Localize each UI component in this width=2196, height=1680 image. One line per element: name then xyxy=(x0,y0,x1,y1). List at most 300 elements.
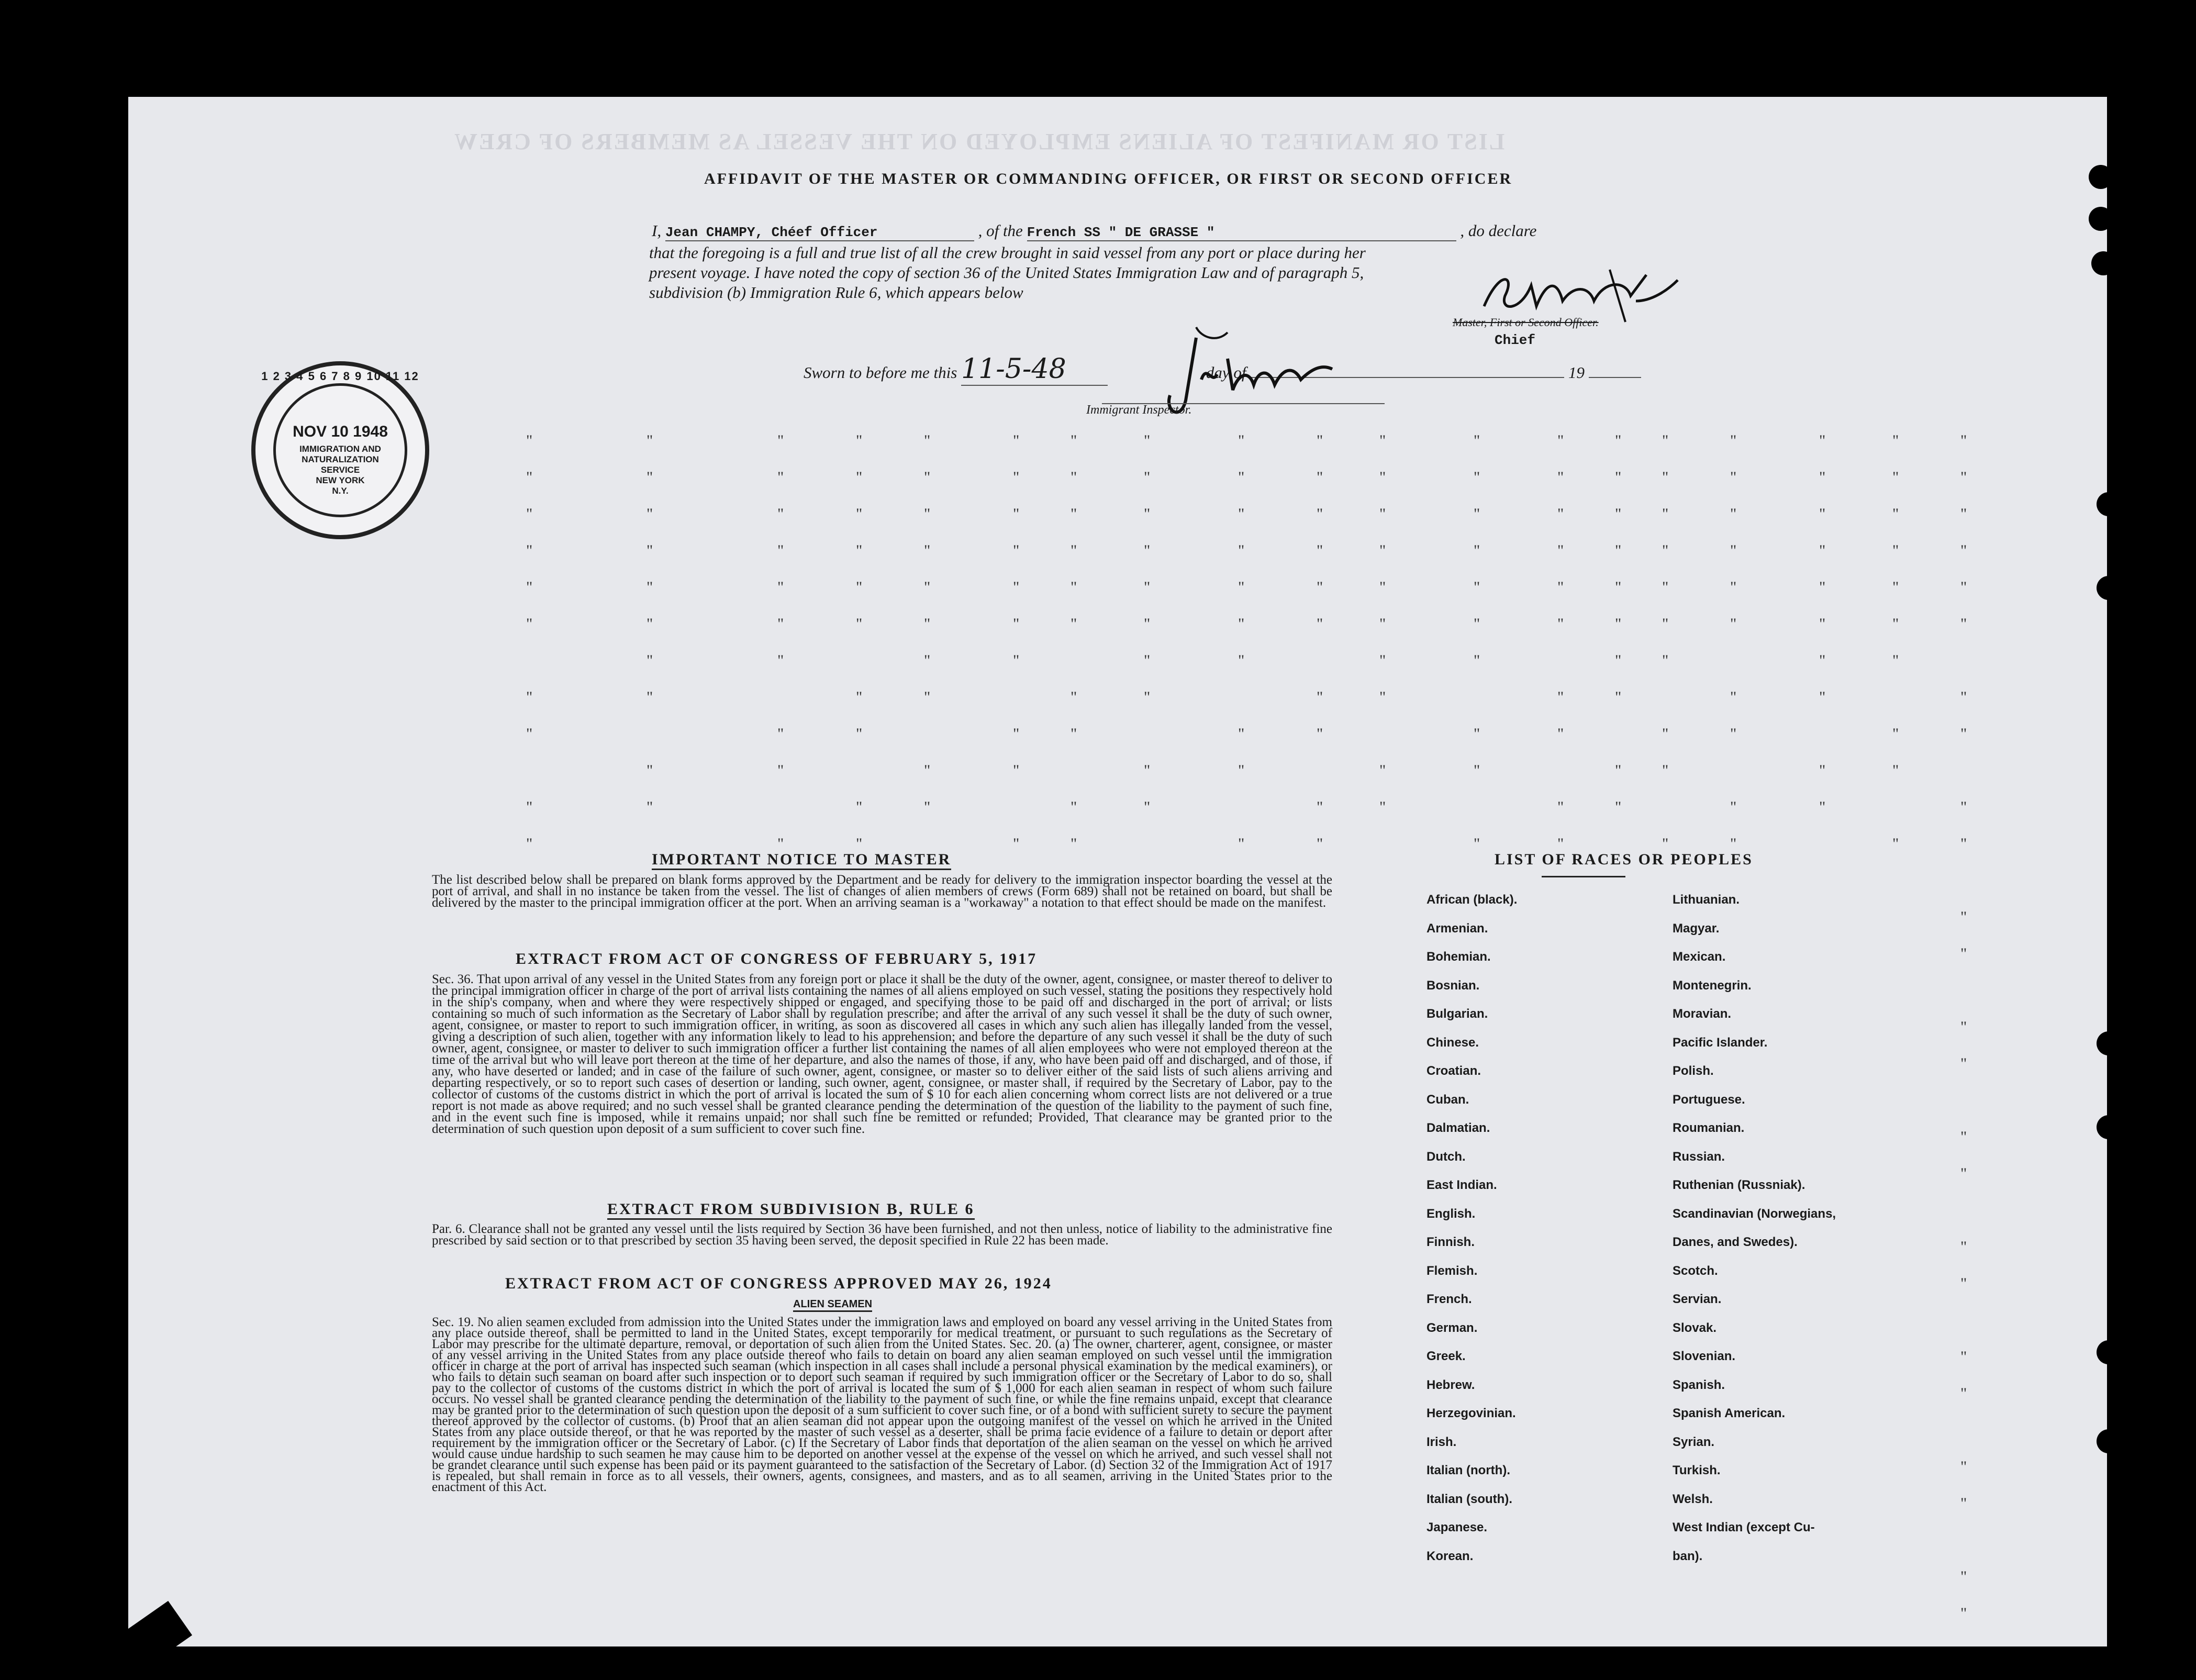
ditto-mark: " xyxy=(1013,542,1020,559)
sworn-year: 19 xyxy=(1568,363,1585,382)
races-title-underline xyxy=(1542,876,1625,877)
notice-body: The list described below shall be prepared on blank forms approved by the Department and be ready for delivery to the immigration inspector boarding the vessel at the port of arrival, and shall in no instance be taken from the vessel. The list of changes of alien members of crews (Form 689) shall not be retained on board, but shall be delivered by the master to the principal immigration officer at the port. When an arriving seaman is a "workaway" a notation to that effect should be made on the manifest. xyxy=(432,873,1332,910)
ditto-mark: " xyxy=(1557,725,1564,742)
ditto-mark: " xyxy=(1960,1275,1967,1292)
ditto-mark: " xyxy=(1730,688,1737,706)
ditto-mark: " xyxy=(777,432,784,449)
extract3-body: Sec. 19. No alien seamen excluded from admission into the United States under the immigration laws and employed on board any vessel arriving in the United States from any place outside thereof, shall be permitted to land in the United States, except temporarily for medical treatment, or pursuant to such regulations as the Secretary of Labor may prescribe for the ultimate departure, removal, or deportation of such alien from the United States. Sec. 20. (a) The owner, charterer, agent, consignee, or master of any vessel arriving in the United States from any place outside thereof who fails to detain on board any alien seaman employed on such vessel until the immigration officer in charge at the port of arrival has inspected such seaman (which inspection in all cases shall include a personal physical examination by the medical examiners), or who fails to detain such seaman on board after such inspection or to deport such seaman if required by such immigration officer or the Secretary of Labor to do so, shall pay to the collector of customs of the customs district in which the port of arrival is located the sum of $ 1,000 for each alien seaman in respect of whom such failure occurs. No vessel shall be granted clearance pending the determination of the liability to the payment of such fine, or while the fine remains unpaid, except that clearance may be granted prior to the determination of such question upon the deposit of a sum sufficient to cover such fine, or of a bond with sufficient surety to secure the payment thereof approved by the collector of customs. (b) Proof that an alien seaman did not appear upon the outgoing manifest of the vessel on which he arrived in the United States from any place outside thereof, or that he was reported by the master of such vessel as a deserter, shall be prima facie evidence of a failure to detain or deport after requirement by the immigration officer or the Secretary of Labor. (c) If the Secretary of Labor finds that deportation of the alien seaman on the vessel on which he arrived would cause undue hardship to such seamen he may cause him to be deported on another vessel at the expense of the vessel on which he arrived, and such vessel shall not be grandet clearance until such expense has been paid or its payment guaranteed to the satisfaction of the Secretary of Labor. (d) Section 32 of the Immigration Act of 1917 is repealed, but shall remain in force as to all vessels, their owners, agents, consignees, and masters, and as to all seamen, arriving in the United States prior to the enactment of this Act. xyxy=(432,1315,1332,1494)
race-item: Italian (north). xyxy=(1426,1463,1510,1477)
ditto-mark: " xyxy=(1960,1458,1967,1475)
ditto-mark: " xyxy=(1071,578,1077,596)
ditto-mark: " xyxy=(1730,578,1737,596)
ditto-mark: " xyxy=(526,798,533,816)
race-item: Dutch. xyxy=(1426,1149,1466,1164)
ditto-mark: " xyxy=(1474,725,1480,742)
punch-hole xyxy=(2097,576,2121,600)
ditto-mark: " xyxy=(777,505,784,522)
punch-hole xyxy=(2097,1429,2121,1453)
ditto-mark: " xyxy=(1474,505,1480,522)
stamp-line3: SERVICE xyxy=(320,465,360,475)
race-item: Flemish. xyxy=(1426,1263,1478,1278)
ditto-mark: " xyxy=(1730,615,1737,632)
ditto-mark: " xyxy=(856,725,863,742)
ditto-mark: " xyxy=(1379,542,1386,559)
ditto-mark: " xyxy=(1071,505,1077,522)
ditto-mark: " xyxy=(1071,615,1077,632)
ditto-mark: " xyxy=(1615,542,1622,559)
race-item: Bohemian. xyxy=(1426,950,1491,964)
race-item: Scandinavian (Norwegians, xyxy=(1673,1206,1836,1221)
ditto-mark: " xyxy=(1474,432,1480,449)
ditto-mark: " xyxy=(1662,542,1669,559)
ditto-mark: " xyxy=(1662,835,1669,852)
ditto-mark: " xyxy=(1474,542,1480,559)
ditto-mark: " xyxy=(1960,505,1967,522)
ditto-mark: " xyxy=(1892,835,1899,852)
ditto-mark: " xyxy=(1013,652,1020,669)
ditto-mark: " xyxy=(646,469,653,486)
ditto-mark: " xyxy=(1317,725,1323,742)
sworn-prefix: Sworn to before me this xyxy=(804,363,957,382)
ditto-mark: " xyxy=(1960,1385,1967,1402)
stamp-line4: NEW YORK xyxy=(316,475,365,485)
ditto-mark: " xyxy=(1238,469,1245,486)
stamp-ring-numbers: 1 2 3 4 5 6 7 8 9 10 11 12 xyxy=(261,370,419,383)
stamp-line2: NATURALIZATION xyxy=(302,454,379,464)
ditto-mark: " xyxy=(1013,835,1020,852)
ditto-mark: " xyxy=(1144,798,1151,816)
ditto-mark: " xyxy=(646,432,653,449)
ditto-mark: " xyxy=(1960,1605,1967,1622)
ditto-mark: " xyxy=(777,578,784,596)
race-item: Syrian. xyxy=(1673,1434,1715,1449)
race-item: Moravian. xyxy=(1673,1007,1732,1021)
race-item: Japanese. xyxy=(1426,1520,1488,1534)
ditto-mark: " xyxy=(924,542,931,559)
ditto-mark: " xyxy=(856,432,863,449)
extract2-body: Par. 6. Clearance shall not be granted any vessel until the lists required by Section 36 have been furnished, and not then unless, notice of liability to the administrative fine prescribed by said section or to that prescribed by section 35 having been served, the deposit specified in Rule 22 has been made. xyxy=(432,1222,1332,1248)
ditto-mark: " xyxy=(1238,432,1245,449)
ditto-mark: " xyxy=(1892,505,1899,522)
ditto-mark: " xyxy=(856,505,863,522)
race-item: Spanish. xyxy=(1673,1377,1725,1392)
ditto-mark: " xyxy=(856,688,863,706)
stamp-date: NOV 10 1948 xyxy=(293,423,388,440)
extract1-body: Sec. 36. That upon arrival of any vessel in the United States from any foreign port or place it shall be the duty of the owner, agent, consignee, or master thereof to deliver to the principal immigration officer in charge of the port of arrival lists containing the names of all aliens employed on such vessel, stating the positions they respectively hold in the ship's company, when and where they were respectively shipped or engaged, and specifying those to be paid off and discharged in the port of arrival; or lists containing so much of such information as the Secretary of Labor shall by regulation prescribe; and after the arrival of any such vessel it shall be the duty of such owner, agent, consignee, or master to report to such immigration officer, in writing, as soon as discovered all cases in which any such alien has illegally landed from the vessel, giving a description of such alien, together with any information likely to lead to his apprehension; and before the departure of any such vessel it shall be the duty of such owner, agent, consignee, or master to deliver to such immigration officer a further list containing the names of all alien employees who were not employed thereon at the time of the arrival but who will leave port thereon at the time of her departure, and also the names of those, if any, who have been paid off and discharged, and of those, if any, who have deserted or landed; and in case of the failure of such owner, agent, consignee, or master so to deliver either of the said lists of such aliens arriving and departing respectively, or so to report such cases of desertion or landing, such owner, agent, consignee, or master shall, if required by the Secretary of Labor, pay to the collector of customs of the customs district in which the port of arrival is located the sum of $ 10 for each alien concerning whom correct lists are not delivered or a true report is not made as above required; and no such vessel shall be granted clearance pending the determination of the question of the liability to the payment of such fine, and in the event such fine is imposed, while it remains unpaid; nor shall such fine be remitted or refunded; Provided, That clearance may be granted prior to the determination of such question upon deposit of a sum sufficient to cover such fine. xyxy=(432,972,1332,1136)
stamp-line5: N.Y. xyxy=(332,486,349,496)
ditto-mark: " xyxy=(1892,725,1899,742)
ditto-mark: " xyxy=(1960,1055,1967,1072)
race-item: ban). xyxy=(1673,1549,1703,1563)
ditto-mark: " xyxy=(1819,798,1826,816)
race-item: Turkish. xyxy=(1673,1463,1721,1477)
ditto-mark: " xyxy=(1238,652,1245,669)
ditto-mark: " xyxy=(1662,505,1669,522)
ditto-mark: " xyxy=(777,835,784,852)
race-item: Dalmatian. xyxy=(1426,1121,1490,1135)
race-item: Korean. xyxy=(1426,1549,1474,1563)
ditto-mark: " xyxy=(1819,432,1826,449)
ditto-mark: " xyxy=(1379,432,1386,449)
ditto-mark: " xyxy=(646,615,653,632)
ditto-mark: " xyxy=(1317,542,1323,559)
race-item: Spanish American. xyxy=(1673,1406,1786,1420)
ditto-mark: " xyxy=(1238,725,1245,742)
ditto-mark: " xyxy=(1960,1568,1967,1585)
ditto-mark: " xyxy=(1960,1165,1967,1182)
ditto-mark: " xyxy=(1144,469,1151,486)
sworn-date: 11-5-48 xyxy=(961,353,1108,386)
ditto-mark: " xyxy=(1892,762,1899,779)
ditto-mark: " xyxy=(777,725,784,742)
ditto-mark: " xyxy=(1013,615,1020,632)
ditto-mark: " xyxy=(646,798,653,816)
ditto-mark: " xyxy=(1662,725,1669,742)
race-item: West Indian (except Cu- xyxy=(1673,1520,1815,1534)
bleed-through-header: LIST OR MANIFEST OF ALIENS EMPLOYED ON THE VESSEL AS MEMBERS OF CREW xyxy=(453,129,1505,154)
naturalization-stamp xyxy=(251,361,429,539)
race-item: Portuguese. xyxy=(1673,1092,1745,1107)
ditto-mark: " xyxy=(1013,505,1020,522)
race-item: Greek. xyxy=(1426,1349,1466,1363)
ditto-mark: " xyxy=(1557,615,1564,632)
ditto-mark: " xyxy=(1960,908,1967,926)
ditto-mark: " xyxy=(924,505,931,522)
ditto-mark: " xyxy=(1819,505,1826,522)
race-item: Herzegovinian. xyxy=(1426,1406,1516,1420)
ditto-mark: " xyxy=(1615,688,1622,706)
race-item: Hebrew. xyxy=(1426,1377,1475,1392)
race-item: German. xyxy=(1426,1320,1478,1335)
ditto-mark: " xyxy=(646,542,653,559)
sworn-year-blank xyxy=(1589,377,1641,378)
ditto-mark: " xyxy=(777,652,784,669)
ditto-mark: " xyxy=(856,542,863,559)
race-item: Pacific Islander. xyxy=(1673,1035,1768,1050)
ditto-mark: " xyxy=(1317,578,1323,596)
race-item: Slovenian. xyxy=(1673,1349,1736,1363)
ditto-mark: " xyxy=(1379,652,1386,669)
ditto-mark: " xyxy=(1379,615,1386,632)
affidavit-post: , do declare xyxy=(1460,221,1537,240)
ditto-mark: " xyxy=(1474,578,1480,596)
ditto-mark: " xyxy=(1557,578,1564,596)
ditto-mark: " xyxy=(1557,469,1564,486)
ditto-mark: " xyxy=(1071,469,1077,486)
race-item: Croatian. xyxy=(1426,1064,1481,1078)
ditto-mark: " xyxy=(1615,652,1622,669)
race-item: African (black). xyxy=(1426,893,1518,907)
ditto-mark: " xyxy=(1615,432,1622,449)
punch-hole xyxy=(2097,1340,2121,1364)
race-item: Bulgarian. xyxy=(1426,1007,1488,1021)
ditto-mark: " xyxy=(1557,542,1564,559)
ditto-mark: " xyxy=(1615,615,1622,632)
ditto-mark: " xyxy=(1960,725,1967,742)
ditto-mark: " xyxy=(1474,835,1480,852)
ditto-mark: " xyxy=(526,688,533,706)
ditto-mark: " xyxy=(1615,578,1622,596)
race-item: French. xyxy=(1426,1292,1472,1306)
ditto-mark: " xyxy=(777,615,784,632)
race-item: English. xyxy=(1426,1206,1476,1221)
ditto-mark: " xyxy=(1960,578,1967,596)
ditto-mark: " xyxy=(646,762,653,779)
punch-hole xyxy=(2097,492,2121,516)
race-item: Danes, and Swedes). xyxy=(1673,1235,1798,1249)
ditto-mark: " xyxy=(1819,469,1826,486)
ditto-mark: " xyxy=(1379,798,1386,816)
sworn-day-label: day of xyxy=(1206,363,1246,382)
ditto-mark: " xyxy=(1662,615,1669,632)
ditto-mark: " xyxy=(777,542,784,559)
ditto-mark: " xyxy=(1238,578,1245,596)
manifest-page xyxy=(128,97,2107,1646)
ditto-mark: " xyxy=(1819,652,1826,669)
extract3-subtitle: ALIEN SEAMEN xyxy=(793,1298,872,1312)
notice-title: IMPORTANT NOTICE TO MASTER xyxy=(652,851,951,870)
ditto-mark: " xyxy=(1144,688,1151,706)
ditto-mark: " xyxy=(1892,578,1899,596)
ditto-mark: " xyxy=(646,578,653,596)
ditto-mark: " xyxy=(1960,798,1967,816)
ditto-mark: " xyxy=(856,615,863,632)
ditto-mark: " xyxy=(1238,835,1245,852)
ditto-mark: " xyxy=(924,469,931,486)
affidavit-prefix: I, xyxy=(652,221,662,240)
ditto-mark: " xyxy=(1379,505,1386,522)
race-item: Roumanian. xyxy=(1673,1121,1745,1135)
ditto-mark: " xyxy=(1071,835,1077,852)
ditto-mark: " xyxy=(1474,469,1480,486)
ditto-mark: " xyxy=(1144,762,1151,779)
punch-hole xyxy=(2097,1031,2121,1055)
ditto-mark: " xyxy=(1819,578,1826,596)
race-item: Finnish. xyxy=(1426,1235,1475,1249)
ditto-mark: " xyxy=(526,835,533,852)
ditto-mark: " xyxy=(777,469,784,486)
ditto-mark: " xyxy=(1144,578,1151,596)
extract2-title: EXTRACT FROM SUBDIVISION B, RULE 6 xyxy=(607,1200,975,1220)
ditto-mark: " xyxy=(1819,762,1826,779)
affidavit-line4: subdivision (b) Immigration Rule 6, which appears below xyxy=(649,283,1023,302)
ditto-mark: " xyxy=(1013,725,1020,742)
ditto-mark: " xyxy=(1819,542,1826,559)
ditto-mark: " xyxy=(1960,688,1967,706)
ditto-mark: " xyxy=(924,652,931,669)
affidavit-title: AFFIDAVIT OF THE MASTER OR COMMANDING OFFICER, OR FIRST OR SECOND OFFICER xyxy=(704,170,1513,187)
ditto-mark: " xyxy=(1662,469,1669,486)
affidavit-line3: present voyage. I have noted the copy of section 36 of the United States Immigration Law and of paragraph 5, xyxy=(649,263,1364,282)
ditto-mark: " xyxy=(1960,1018,1967,1036)
signer-correction: Chief xyxy=(1495,332,1536,348)
ditto-mark: " xyxy=(1144,432,1151,449)
ditto-mark: " xyxy=(1662,578,1669,596)
race-item: Russian. xyxy=(1673,1149,1725,1164)
race-item: Magyar. xyxy=(1673,921,1720,936)
ditto-mark: " xyxy=(1013,578,1020,596)
punch-hole xyxy=(2097,1115,2121,1139)
race-item: Mexican. xyxy=(1673,950,1726,964)
ditto-mark: " xyxy=(1557,798,1564,816)
ditto-mark: " xyxy=(1662,652,1669,669)
ditto-mark: " xyxy=(646,505,653,522)
race-item: Welsh. xyxy=(1673,1492,1713,1506)
ditto-mark: " xyxy=(924,432,931,449)
ditto-mark: " xyxy=(1317,798,1323,816)
race-item: East Indian. xyxy=(1426,1178,1497,1192)
ditto-mark: " xyxy=(1960,1128,1967,1145)
ditto-mark: " xyxy=(856,835,863,852)
officer-name: Jean CHAMPY, Chéef Officer xyxy=(665,225,974,241)
race-item: Cuban. xyxy=(1426,1092,1469,1107)
ditto-mark: " xyxy=(1557,432,1564,449)
ditto-mark: " xyxy=(526,432,533,449)
ditto-mark: " xyxy=(1615,469,1622,486)
ditto-mark: " xyxy=(856,798,863,816)
ditto-mark: " xyxy=(1379,762,1386,779)
ditto-mark: " xyxy=(1557,505,1564,522)
ditto-mark: " xyxy=(1071,432,1077,449)
ditto-mark: " xyxy=(526,615,533,632)
ditto-mark: " xyxy=(1557,688,1564,706)
ditto-mark: " xyxy=(1238,762,1245,779)
ditto-mark: " xyxy=(1730,542,1737,559)
ditto-mark: " xyxy=(1071,798,1077,816)
ditto-mark: " xyxy=(1071,688,1077,706)
ditto-mark: " xyxy=(1819,615,1826,632)
ditto-mark: " xyxy=(1144,542,1151,559)
ditto-mark: " xyxy=(1730,725,1737,742)
ditto-mark: " xyxy=(1892,469,1899,486)
ditto-mark: " xyxy=(924,688,931,706)
ditto-mark: " xyxy=(1892,652,1899,669)
punch-hole xyxy=(2091,251,2115,275)
ditto-mark: " xyxy=(1379,688,1386,706)
ditto-mark: " xyxy=(1960,615,1967,632)
ditto-mark: " xyxy=(1013,469,1020,486)
race-item: Chinese. xyxy=(1426,1035,1479,1050)
race-item: Lithuanian. xyxy=(1673,893,1740,907)
ditto-mark: " xyxy=(1013,762,1020,779)
race-item: Ruthenian (Russniak). xyxy=(1673,1178,1805,1192)
ditto-mark: " xyxy=(1662,762,1669,779)
ditto-mark: " xyxy=(646,652,653,669)
ditto-mark: " xyxy=(1317,469,1323,486)
ditto-mark: " xyxy=(924,615,931,632)
ditto-mark: " xyxy=(1960,432,1967,449)
ditto-mark: " xyxy=(1317,505,1323,522)
ditto-mark: " xyxy=(1730,432,1737,449)
extract1-title: EXTRACT FROM ACT OF CONGRESS OF FEBRUARY 5, 1917 xyxy=(516,950,1038,967)
ditto-mark: " xyxy=(526,469,533,486)
punch-hole xyxy=(2089,207,2113,231)
ditto-mark: " xyxy=(1730,835,1737,852)
ditto-mark: " xyxy=(1960,835,1967,852)
punch-hole xyxy=(2089,165,2113,189)
ditto-mark: " xyxy=(1960,469,1967,486)
ditto-mark: " xyxy=(1317,688,1323,706)
race-item: Polish. xyxy=(1673,1064,1714,1078)
ditto-mark: " xyxy=(1615,798,1622,816)
ditto-mark: " xyxy=(1960,1348,1967,1365)
ditto-mark: " xyxy=(1238,542,1245,559)
ditto-mark: " xyxy=(856,578,863,596)
ditto-mark: " xyxy=(1144,652,1151,669)
ditto-mark: " xyxy=(526,505,533,522)
torn-corner xyxy=(117,1601,192,1671)
race-item: Montenegrin. xyxy=(1673,978,1752,993)
ditto-mark: " xyxy=(1615,505,1622,522)
ditto-mark: " xyxy=(1960,1238,1967,1255)
ditto-mark: " xyxy=(1144,615,1151,632)
ditto-mark: " xyxy=(1317,432,1323,449)
ditto-mark: " xyxy=(924,578,931,596)
ditto-mark: " xyxy=(1317,615,1323,632)
ditto-mark: " xyxy=(1960,945,1967,962)
races-title: LIST OF RACES OR PEOPLES xyxy=(1495,851,1753,868)
ditto-mark: " xyxy=(526,725,533,742)
ditto-mark: " xyxy=(1892,432,1899,449)
signer-title: Master, First or Second Officer. xyxy=(1453,316,1599,329)
ditto-mark: " xyxy=(1730,505,1737,522)
affidavit-line1 xyxy=(652,221,1756,241)
race-item: Scotch. xyxy=(1673,1263,1718,1278)
ditto-mark: " xyxy=(1474,762,1480,779)
ditto-mark: " xyxy=(1317,835,1323,852)
ditto-mark: " xyxy=(1615,762,1622,779)
race-item: Bosnian. xyxy=(1426,978,1480,993)
ditto-mark: " xyxy=(526,542,533,559)
ditto-mark: " xyxy=(1238,615,1245,632)
race-item: Italian (south). xyxy=(1426,1492,1512,1506)
affidavit-line2: that the foregoing is a full and true list of all the crew brought in said vessel from any port or place during her xyxy=(649,243,1366,262)
race-item: Slovak. xyxy=(1673,1320,1717,1335)
ditto-mark: " xyxy=(1819,688,1826,706)
ditto-mark: " xyxy=(1238,505,1245,522)
ditto-mark: " xyxy=(777,762,784,779)
ditto-mark: " xyxy=(646,688,653,706)
ditto-mark: " xyxy=(924,762,931,779)
affidavit-mid: , of the xyxy=(978,221,1023,240)
ditto-mark: " xyxy=(1474,615,1480,632)
race-item: Irish. xyxy=(1426,1434,1457,1449)
ditto-mark: " xyxy=(1960,1495,1967,1512)
extract3-title: EXTRACT FROM ACT OF CONGRESS APPROVED MAY 26, 1924 xyxy=(505,1275,1052,1292)
race-item: Armenian. xyxy=(1426,921,1488,936)
ditto-mark: " xyxy=(1730,469,1737,486)
ditto-mark: " xyxy=(1730,798,1737,816)
vessel-name: French SS " DE GRASSE " xyxy=(1027,225,1456,241)
ditto-mark: " xyxy=(1071,542,1077,559)
ditto-mark: " xyxy=(1960,542,1967,559)
ditto-mark: " xyxy=(1474,652,1480,669)
ditto-mark: " xyxy=(1013,432,1020,449)
stamp-line1: IMMIGRATION AND xyxy=(299,444,381,454)
ditto-mark: " xyxy=(526,578,533,596)
ditto-mark: " xyxy=(1557,835,1564,852)
ditto-mark: " xyxy=(1892,615,1899,632)
ditto-mark: " xyxy=(924,798,931,816)
ditto-mark: " xyxy=(1379,469,1386,486)
ditto-mark: " xyxy=(1662,432,1669,449)
ditto-mark: " xyxy=(856,469,863,486)
ditto-mark: " xyxy=(1144,505,1151,522)
race-item: Servian. xyxy=(1673,1292,1722,1306)
inspector-label: Immigrant Inspector. xyxy=(1086,403,1192,417)
ditto-mark: " xyxy=(1379,578,1386,596)
ditto-mark: " xyxy=(1071,725,1077,742)
